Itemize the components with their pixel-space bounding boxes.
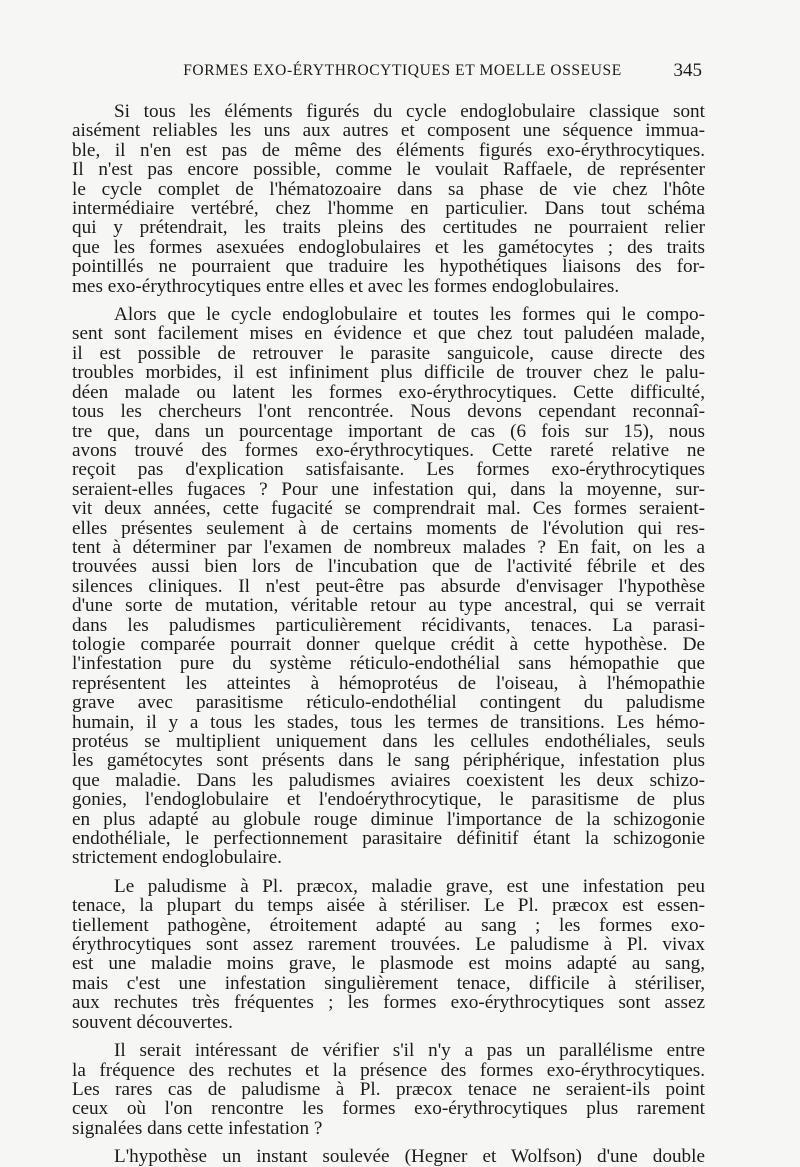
text-line: dans les paludismes particulièrement récidivants, tenaces. La parasi- (72, 614, 705, 636)
text-line: gonies, l'endoglobulaire et l'endoérythrocytique, le parasitisme de plus (72, 789, 705, 811)
text-line: que les formes asexuées endoglobulaires et les gamétocytes ; des traits (72, 236, 705, 258)
text-line: souvent découvertes. (72, 1011, 233, 1033)
text-line: troubles morbides, il est infiniment plus difficile de trouver chez le palu- (72, 362, 705, 384)
text-line: tiellement pathogène, étroitement adapté au sang ; les formes exo- (72, 914, 705, 936)
text-line: humain, il y a tous les stades, tous les termes de transitions. Les hémo- (72, 711, 705, 733)
text-line: trouvées aussi bien lors de l'incubation que de l'activité fébrile et des (72, 556, 705, 578)
text-line: seraient-elles fugaces ? Pour une infestation qui, dans la moyenne, sur- (72, 478, 705, 500)
running-head: FORMES EXO-ÉRYTHROCYTIQUES ET MOELLE OSSEUSE (183, 62, 622, 79)
text-line: Le paludisme à Pl. præcox, maladie grave, est une infestation peu (114, 875, 705, 897)
text-line: tous les chercheurs l'ont rencontrée. Nous devons cependant reconnaî- (72, 401, 705, 423)
text-line: Il n'est pas encore possible, comme le voulait Raffaele, de représenter (72, 159, 705, 181)
text-line: déen malade ou latent les formes exo-érythrocytiques. Cette difficulté, (72, 381, 705, 403)
text-line: sent sont facilement mises en évidence et que chez tout paludéen malade, (72, 323, 705, 345)
text-line: tologie comparée pourrait donner quelque crédit à cette hypothèse. De (72, 633, 705, 655)
text-line: strictement endoglobulaire. (72, 847, 282, 869)
text-line: mes exo-érythrocytiques entre elles et avec les formes endoglobulaires. (72, 275, 620, 297)
text-line: Alors que le cycle endoglobulaire et toutes les formes qui le compo- (114, 304, 705, 326)
text-line: la fréquence des rechutes et la présence des formes exo-érythrocytiques. (72, 1059, 705, 1081)
paragraph (72, 877, 705, 1032)
text-line: Il serait intéressant de vérifier s'il n'y a pas un parallélisme entre (114, 1040, 705, 1062)
text-line: silences cliniques. Il n'est peut-être pas absurde d'envisager l'hypothèse (72, 575, 705, 597)
text-line: protéus se multiplient uniquement dans les cellules endothéliales, seuls (72, 731, 705, 752)
page-header (72, 62, 705, 102)
text-line: l'infestation pure du système réticulo-endothélial sans hémopathie que (72, 653, 705, 675)
text-line: aisément reliables les uns aux autres et composent une séquence immua- (72, 120, 705, 142)
text-line: il est possible de retrouver le parasite sanguicole, cause directe des (72, 342, 705, 364)
text-line: le cycle complet de l'hématozoaire dans sa phase de vie chez l'hôte (72, 178, 705, 200)
text-line: avons trouvé des formes exo-érythrocytiques. Cette rareté relative ne (72, 439, 705, 461)
text-line: pointillés ne pourraient que traduire les hypothétiques liaisons des for- (72, 256, 705, 278)
paragraph (72, 1147, 705, 1166)
text-line: L'hypothèse un instant soulevée (Hegner et Wolfson) d'une double (114, 1146, 705, 1167)
text-line: reçoit pas d'explication satisfaisante. Les formes exo-érythrocytiques (72, 459, 705, 481)
text-line: qui y prétendrait, les traits pleins des certitudes ne pourraient relier (72, 217, 705, 239)
text-line: grave avec parasitisme réticulo-endothélial contingent du paludisme (72, 692, 705, 714)
text-line: d'une sorte de mutation, véritable retour au type ancestral, qui se verrait (72, 595, 705, 617)
text-line: mais c'est une infestation singulièrement tenace, difficile à stériliser, (72, 972, 705, 994)
text-line: endothéliale, le perfectionnement parasitaire définitif étant la schizogonie (72, 828, 705, 850)
text-line: ble, il n'en est pas de même des éléments figurés exo-érythrocytiques. (72, 139, 705, 161)
body-text (72, 102, 705, 1167)
paragraph (72, 305, 705, 868)
text-line: tre que, dans un pourcentage important de cas (6 fois sur 15), nous (72, 420, 705, 442)
page-number: 345 (673, 60, 702, 81)
text-line: représentent les atteintes à hémoprotéus de l'oiseau, à l'hémopathie (72, 672, 705, 694)
text-line: signalées dans cette infestation ? (72, 1117, 323, 1139)
text-line: est une maladie moins grave, le plasmode est moins adapté au sang, (72, 953, 705, 975)
paragraph (72, 102, 705, 296)
text-line: érythrocytiques sont assez rarement trouvées. Le paludisme à Pl. vivax (72, 934, 705, 956)
text-line: vit deux années, cette fugacité se comprendrait mal. Ces formes seraient- (72, 498, 705, 520)
text-line: tenace, la plupart du temps aisée à stériliser. Le Pl. præcox est essen- (72, 895, 705, 917)
text-line: elles présentes seulement à de certains moments de l'évolution qui res- (72, 517, 705, 539)
text-line: en plus adapté au globule rouge diminue l'importance de la schizogonie (72, 808, 705, 830)
text-line: tent à déterminer par l'examen de nombreux malades ? En fait, on les a (72, 536, 705, 558)
text-line: les gamétocytes sont présents dans le sang périphérique, infestation plus (72, 750, 705, 772)
paragraph (72, 1041, 705, 1138)
text-line: Les rares cas de paludisme à Pl. præcox tenace ne seraient-ils point (72, 1078, 705, 1100)
text-line: ceux où l'on rencontre les formes exo-érythrocytiques plus rarement (72, 1098, 705, 1120)
text-line: que maladie. Dans les paludismes aviaires coexistent les deux schizo- (72, 769, 705, 791)
text-line: Si tous les éléments figurés du cycle endoglobulaire classique sont (114, 101, 705, 122)
text-line: intermédiaire vertébré, chez l'homme en particulier. Dans tout schéma (72, 198, 705, 220)
text-line: aux rechutes très fréquentes ; les formes exo-érythrocytiques sont assez (72, 992, 705, 1014)
